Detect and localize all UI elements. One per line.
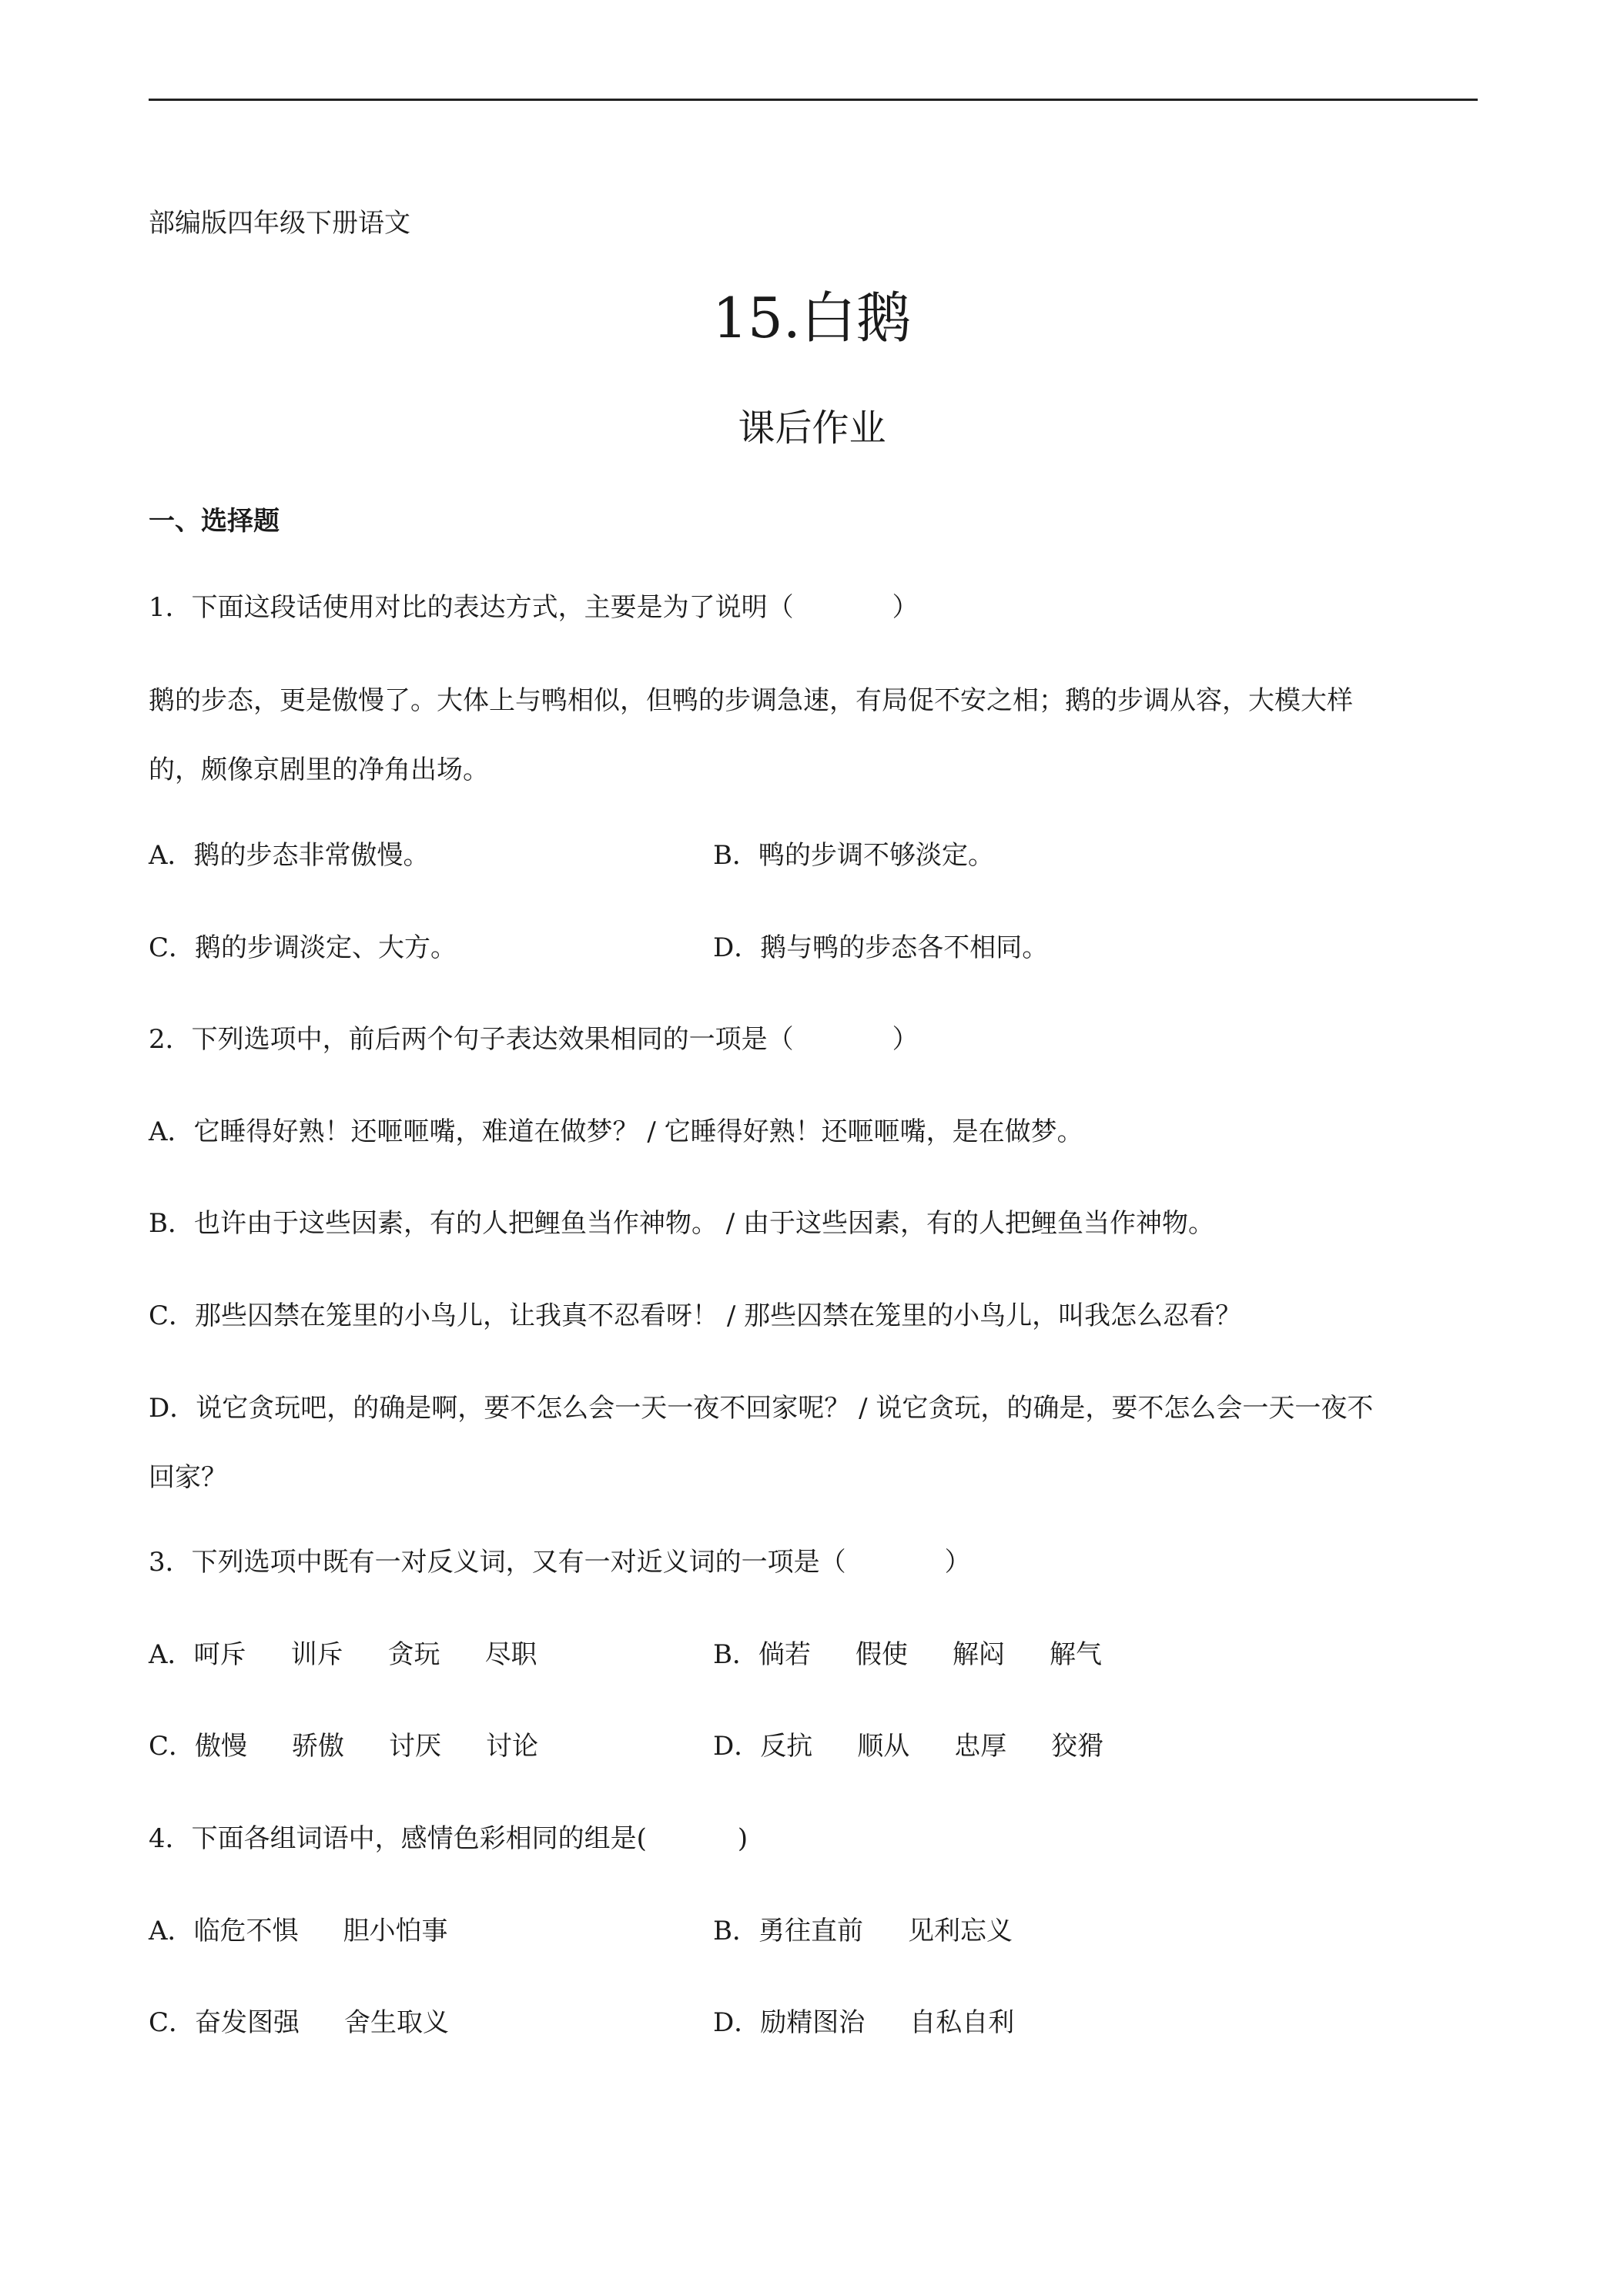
lesson-subtitle: 课后作业 xyxy=(738,407,886,450)
lesson-title: 15.白鹅 xyxy=(712,286,912,350)
question-1-option-d: D．鹅与鸭的步态各不相同。 xyxy=(713,932,1049,963)
question-2-option-d-line-2: 回家？ xyxy=(149,1462,227,1493)
question-3-option-d: D．反抗 顺从 忠厚 狡猾 xyxy=(713,1731,1104,1762)
question-1-option-a: A．鹅的步态非常傲慢。 xyxy=(149,840,430,871)
question-3-option-c: C．傲慢 骄傲 讨厌 讨论 xyxy=(149,1731,539,1762)
question-2-option-a: A．它睡得好熟！还咂咂嘴，难道在做梦？ / 它睡得好熟！还咂咂嘴，是在做梦。 xyxy=(149,1116,1083,1147)
question-1-option-c: C．鹅的步调淡定、大方。 xyxy=(149,932,457,963)
question-2-option-c: C．那些囚禁在笼里的小鸟儿，让我真不忍看呀！ / 那些囚禁在笼里的小鸟儿，叫我怎么忍看？ xyxy=(149,1300,1242,1331)
question-4-option-b: B．勇往直前 见利忘义 xyxy=(713,1916,1013,1946)
question-3-option-a: A．呵斥 训斥 贪玩 尽职 xyxy=(149,1639,537,1670)
question-2-stem: 2．下列选项中，前后两个句子表达效果相同的一项是（ ） xyxy=(149,1024,919,1055)
question-2-option-b: B．也许由于这些因素，有的人把鲤鱼当作神物。 / 由于这些因素，有的人把鲤鱼当作神物。 xyxy=(149,1208,1215,1239)
question-4-option-d: D．励精图治 自私自利 xyxy=(713,2007,1015,2038)
section-heading: 一、选择题 xyxy=(149,506,280,537)
question-3-option-b: B．倘若 假使 解闷 解气 xyxy=(713,1639,1102,1670)
question-1-passage-line-2: 的，颇像京剧里的净角出场。 xyxy=(149,755,489,785)
question-4-option-a: A．临危不惧 胆小怕事 xyxy=(149,1916,448,1946)
question-4-option-c: C．奋发图强 舍生取义 xyxy=(149,2007,450,2038)
header-rule xyxy=(149,99,1478,101)
question-4-stem: 4．下面各组词语中，感情色彩相同的组是( ) xyxy=(149,1823,748,1854)
question-1-option-b: B．鸭的步调不够淡定。 xyxy=(713,840,994,871)
question-2-option-d-line-1: D．说它贪玩吧，的确是啊，要不怎么会一天一夜不回家呢？ / 说它贪玩，的确是，要不怎么会一天一夜不 xyxy=(149,1393,1374,1424)
subject-label: 部编版四年级下册语文 xyxy=(149,208,410,239)
question-3-stem: 3．下列选项中既有一对反义词，又有一对近义词的一项是（ ） xyxy=(149,1547,971,1578)
question-1-stem: 1．下面这段话使用对比的表达方式，主要是为了说明（ ） xyxy=(149,592,919,623)
question-1-passage-line-1: 鹅的步态，更是傲慢了。大体上与鸭相似，但鸭的步调急速，有局促不安之相；鹅的步调从容，大模大样 xyxy=(149,685,1353,716)
